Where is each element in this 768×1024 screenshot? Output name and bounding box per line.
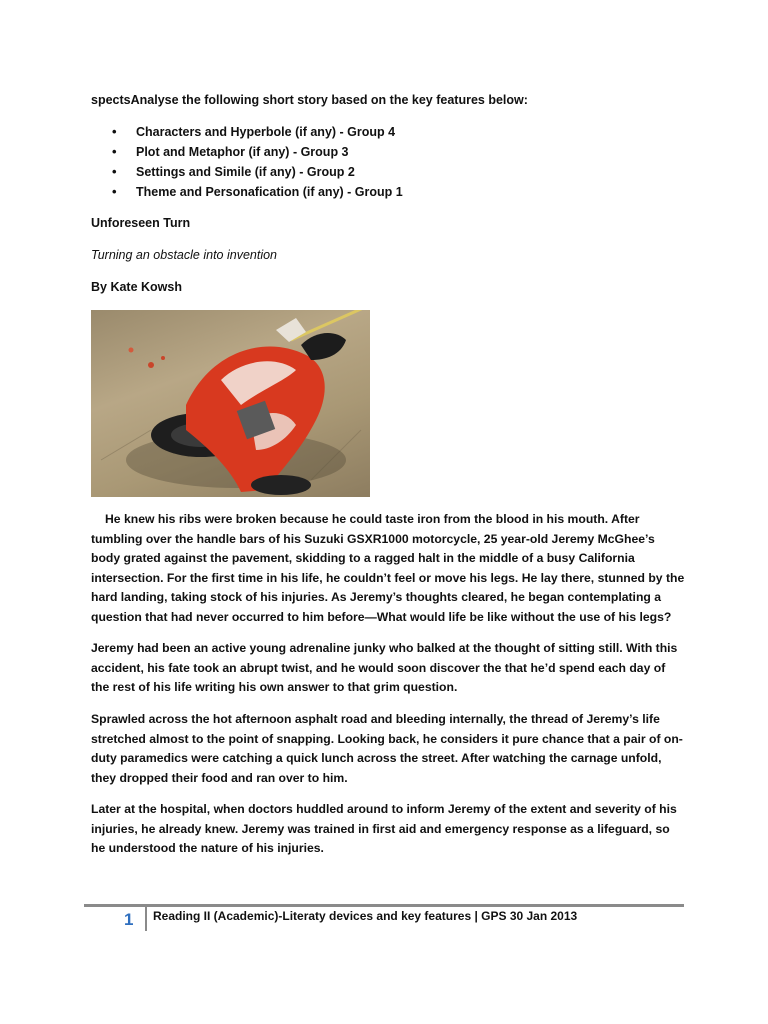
task-label: Characters and Hyperbole (if any) - Group 4	[136, 125, 396, 139]
motorcycle-illustration	[91, 310, 370, 497]
bullet-icon: •	[112, 124, 117, 139]
bullet-icon: •	[112, 184, 117, 199]
page-number: 1	[124, 910, 134, 929]
task-item	[112, 162, 403, 182]
task-list	[112, 122, 403, 202]
story-byline: By Kate Kowsh	[91, 280, 182, 294]
footer-rule	[84, 904, 684, 907]
story-paragraph: Later at the hospital, when doctors huddled around to inform Jeremy of the extent and severity of his injuries, he already knew. Jeremy was trained in first aid and emergency response as a lifeguard, so he understood the nature of his injuries.	[91, 802, 677, 855]
crashed-motorcycle-photo	[91, 310, 370, 497]
footer-text: Reading II (Academic)-Literaty devices and key features | GPS 30 Jan 2013	[153, 909, 578, 923]
bullet-icon: •	[112, 164, 117, 179]
story-paragraph: Sprawled across the hot afternoon asphalt road and bleeding internally, the thread of Jeremy’s life stretched almost to the point of snapping. Looking back, he considers it pure chance that a pair of on-duty paramedics were catching a quick lunch across the street. After watching the carnage unfold, they dropped their food and ran over to him.	[91, 712, 683, 785]
footer-divider	[145, 906, 147, 931]
instructions-heading: spectsAnalyse the following short story based on the key features below:	[91, 93, 528, 107]
task-label: Plot and Metaphor (if any) - Group 3	[136, 145, 349, 159]
task-label: Settings and Simile (if any) - Group 2	[136, 165, 355, 179]
task-item	[112, 182, 403, 202]
story-title: Unforeseen Turn	[91, 216, 191, 230]
task-label: Theme and Personafication (if any) - Group 1	[136, 185, 403, 199]
story-subtitle: Turning an obstacle into invention	[91, 248, 277, 262]
story-paragraph: He knew his ribs were broken because he could taste iron from the blood in his mouth. After tumbling over the handle bars of his Suzuki GSXR1000 motorcycle, 25 year-old Jeremy McGhee’s body grated against the pavement, skidding to a ragged halt in the middle of a busy California intersection. For the first time in his life, he couldn’t feel or move his legs. He lay there, stunned by the hard landing, taking stock of his injuries. As Jeremy’s thoughts cleared, he began contemplating a question that had never occurred to him before—What would life be like without the use of his legs?	[91, 512, 685, 624]
task-item	[112, 142, 403, 162]
bullet-icon: •	[112, 144, 117, 159]
task-item	[112, 122, 403, 142]
story-paragraph: Jeremy had been an active young adrenaline junky who balked at the thought of sitting still. With this accident, his fate took an abrupt twist, and he would soon discover the that he’d spend each day of the rest of his life writing his own answer to that grim question.	[91, 641, 678, 694]
